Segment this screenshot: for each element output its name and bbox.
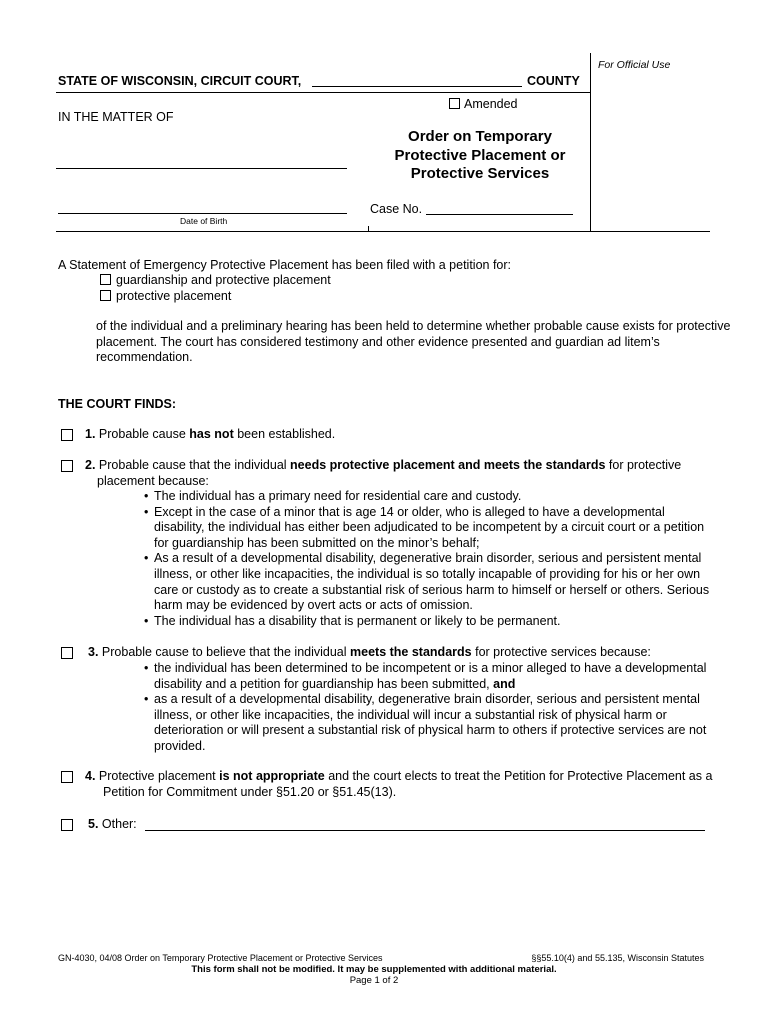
finding-4-text-a: Protective placement [98, 769, 216, 783]
header-bottom-rule [56, 231, 710, 232]
court-finds-heading: THE COURT FINDS: [58, 397, 177, 411]
finding-4-text [85, 769, 735, 800]
finding-3-bullets [144, 661, 716, 755]
finding-3-text-c: for protective services because: [475, 645, 651, 659]
finding-5-text [88, 817, 137, 833]
county-name-field[interactable] [312, 86, 522, 87]
statutes-footer: §§55.10(4) and 55.135, Wisconsin Statutes [531, 953, 704, 963]
finding-5-label: Other: [101, 817, 137, 831]
header-vertical-divider [590, 53, 591, 231]
finding-3-bullet-1 [144, 661, 716, 692]
finding-2-bullet-1: • The individual has a primary need for residential care and custody. [144, 489, 714, 505]
court-line-label: STATE OF WISCONSIN, CIRCUIT COURT, [58, 74, 302, 88]
amended-label: Amended [464, 97, 518, 111]
finding-1-checkbox[interactable] [61, 429, 73, 441]
in-the-matter-of-label: IN THE MATTER OF [58, 110, 174, 124]
page-number: Page 1 of 2 [349, 975, 399, 986]
finding-3-bullet-1-text: the individual has been determined to be incompetent or is a minor alleged to have a developmental disability and a petition for guardianship has been submitted, [154, 661, 707, 691]
finding-2-text-a: Probable cause that the individual [98, 458, 287, 472]
header-rule [56, 92, 590, 93]
guardianship-option-label: guardianship and protective placement [116, 273, 331, 287]
finding-2-text-c: for protective placement because: [97, 458, 682, 488]
finding-1-text-c: been established. [237, 427, 336, 441]
finding-1-text [85, 427, 335, 443]
form-title-line-3: Protective Services [410, 165, 550, 182]
finding-2-text-b: needs protective placement and meets the standards [290, 458, 606, 472]
finding-4-checkbox[interactable] [61, 771, 73, 783]
case-number-field[interactable] [426, 214, 573, 215]
finding-3-text [88, 645, 708, 661]
date-of-birth-field[interactable] [58, 213, 347, 214]
finding-4-text-c: and the court elects to treat the Petition for Protective Placement as a Petition for Commitment under §51.20 or §51.45(13). [103, 769, 713, 799]
form-title-line-1: Order on Temporary [408, 128, 552, 145]
finding-2-bullet-4: • The individual has a disability that is permanent or likely to be permanent. [144, 614, 714, 630]
finding-3-bullet-2: • as a result of a developmental disability, degenerative brain disorder, serious and persistent mental illness, or other like incapacities, the individual will incur a substantial risk of physical harm or deterioration or will present a substantial risk of physical harm to others if protective services are not provided. [144, 692, 716, 754]
finding-2-checkbox[interactable] [61, 460, 73, 472]
finding-1-number: 1. [85, 427, 96, 441]
form-title [370, 128, 590, 184]
date-of-birth-label: Date of Birth [180, 216, 228, 226]
county-label: COUNTY [527, 74, 580, 88]
finding-3-number: 3. [88, 645, 99, 659]
finding-3-text-b: meets the standards [350, 645, 472, 659]
official-use-label: For Official Use [598, 59, 671, 71]
form-title-line-2: Protective Placement or [394, 146, 566, 164]
finding-4-number: 4. [85, 769, 96, 783]
finding-2-bullet-3: • As a result of a developmental disability, degenerative brain disorder, serious and persistent mental illness, or other like incapacities, the individual is so totally incapable of providing for his or her own care or custody as to create a substantial risk of serious harm to himself or herself or others. Serious harm may be evidenced by overt acts or acts of omission. [144, 551, 714, 613]
subject-name-field[interactable] [56, 168, 347, 169]
finding-1-text-b: has not [189, 427, 234, 441]
finding-2-bullet-2: • Except in the case of a minor that is age 14 or older, who is alleged to have a developmental disability, the individual has either been adjudicated to be incompetent by a circuit court or a petition for guardianship has been submitted on the minor’s behalf; [144, 505, 714, 552]
protective-placement-checkbox[interactable] [100, 290, 111, 301]
finding-5-number: 5. [88, 817, 99, 831]
finding-3-checkbox[interactable] [61, 647, 73, 659]
amended-checkbox[interactable] [449, 98, 460, 109]
finding-2-number: 2. [85, 458, 96, 472]
finding-2-bullets [144, 489, 714, 629]
finding-3-text-a: Probable cause to believe that the individual [101, 645, 347, 659]
form-id-footer: GN-4030, 04/08 Order on Temporary Protective Placement or Protective Services [58, 953, 383, 963]
finding-4-text-b: is not appropriate [219, 769, 325, 783]
finding-1-text-a: Probable cause [98, 427, 186, 441]
case-number-label: Case No. [370, 202, 423, 216]
header-center-tick [368, 226, 369, 232]
preliminary-hearing-paragraph: of the individual and a preliminary hearing has been held to determine whether probable cause exists for protective placement. The court has considered testimony and other evidence presented and guardian ad litem’s recommendation. [96, 319, 731, 365]
modification-notice: This form shall not be modified. It may be supplemented with additional material. [191, 964, 557, 975]
finding-3-bullet-1-and: and [493, 676, 516, 691]
finding-5-other-field[interactable] [145, 830, 705, 831]
statement-text: A Statement of Emergency Protective Placement has been filed with a petition for: [58, 258, 512, 272]
guardianship-checkbox[interactable] [100, 274, 111, 285]
protective-placement-option-label: protective placement [116, 289, 232, 303]
finding-5-checkbox[interactable] [61, 819, 73, 831]
finding-2-text [85, 458, 717, 489]
